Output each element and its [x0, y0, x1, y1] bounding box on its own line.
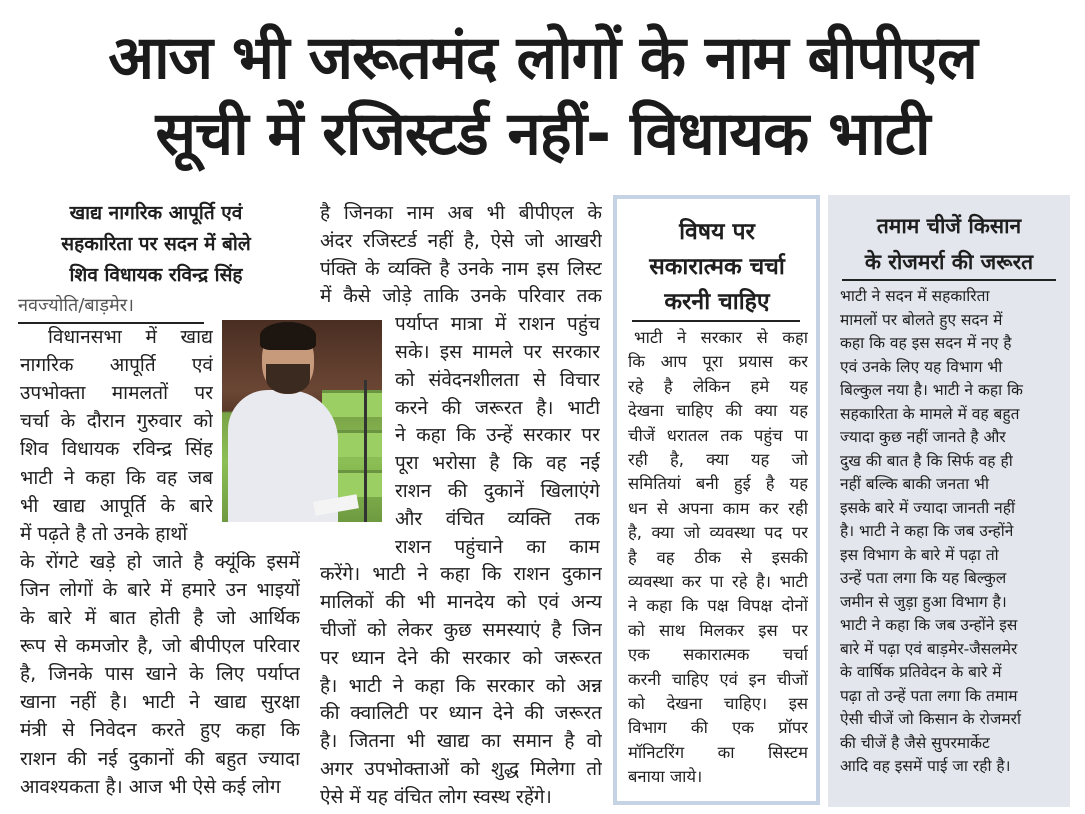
body-text-line: आवश्यकता है। आज भी ऐसे कई लोग [20, 775, 281, 798]
body-text-line: एवं उनके लिए यह विभाग भी [840, 357, 1003, 376]
body-text-line: उपभोक्ता मामलतों पर [20, 382, 213, 405]
body-text-line: विधानसभा में खाद्य [48, 326, 213, 348]
body-text-line: है, क्या जो व्यवस्था पद पर [628, 523, 808, 543]
body-text-line: है, जिनके पास खाने के लिए पर्याप्त [20, 663, 300, 686]
body-text-line: मामलों पर बोलते हुए सदन में [840, 310, 1003, 329]
body-text-line: पर्याप्त मात्रा में राशन पहुंच [395, 313, 600, 336]
body-text-line: पर ध्यान देने की सरकार को जरूरत [320, 646, 602, 669]
body-text-line: राशन की दुकानें खिलाएंगे [395, 480, 600, 502]
body-text-line: भी खाद्य आपूर्ति के बारे [20, 494, 213, 517]
body-text-line: व्यवस्था कर पा रहे है। भाटी [628, 572, 808, 591]
body-text-line: और वंचित व्यक्ति तक [395, 507, 600, 530]
body-text-line: ने कहा कि पक्ष विपक्ष दोनों [628, 596, 808, 616]
legislator-photo [222, 320, 382, 522]
box-heading [828, 208, 1070, 280]
body-text-line: की क्वालिटी पर ध्यान देने की जरूरत [320, 702, 602, 725]
body-text-line: भाटी ने सरकार से कहा [634, 328, 808, 347]
body-text-line: ज्यादा कुछ नहीं जानते है और [840, 428, 1006, 446]
body-text-line: मॉनिटरिंग का सिस्टम [628, 742, 808, 762]
box-heading-line: सकारात्मक चर्चा [649, 254, 785, 280]
body-text-line: भाटी ने कहा कि वह जब [20, 466, 213, 489]
body-text-line: जिन लोगों के बारे में हमारे उन भाइयों [20, 578, 300, 601]
body-text-line: शिव विधायक रविन्द्र सिंह [20, 438, 213, 461]
body-text-line: है वह ठीक से इसकी [628, 547, 808, 567]
body-text-line: ने कहा कि उन्हें सरकार पर [395, 424, 600, 447]
body-text-line: करने की जरूरत है। भाटी [395, 396, 600, 419]
body-text-line: नागरिक आपूर्ति एवं [20, 354, 213, 377]
body-text-line: उन्हें पता लगा कि यह बिल्कुल [840, 569, 1007, 587]
box-heading-line: करनी चाहिए [664, 289, 770, 315]
body-text-line: दुख की बात है कि सिर्फ वह ही [840, 451, 1013, 470]
body-text-line: विभाग की एक प्रॉपर [628, 718, 808, 738]
body-text-line: करेंगे। भाटी ने कहा कि राशन दुकान [320, 563, 602, 586]
body-text-line: रहे है लेकिन हमे यह [628, 376, 808, 396]
body-text-line: को संवेदनशीलता से विचार [395, 368, 600, 391]
headline-line-2: सूची में रजिस्टर्ड नहीं- विधायक भाटी [155, 99, 930, 169]
body-text-line: अगर उपभोक्ताओं को शुद्ध मिलेगा तो [320, 758, 602, 780]
body-text-line: देखना चाहिए की क्या यह [628, 401, 808, 421]
box-heading-rule [632, 320, 800, 322]
body-text-line: राशन की नई दुकानों की बहुत ज्यादा [20, 747, 300, 770]
body-text-line: चर्चा के दौरान गुरुवार को [20, 410, 213, 433]
body-text-line: है। जितना भी खाद्य का समान है वो [320, 730, 602, 753]
body-text-line: के रोंगटे खड़े हो जाते है क्यूंकि इसमें [20, 550, 300, 573]
body-text-line: है। भाटी ने कहा कि जब उन्होंने [840, 522, 1014, 540]
body-text-line: राशन पहुंचाने का काम [395, 535, 600, 558]
body-text-line: की चीजें है जैसे सुपरमार्केट [840, 733, 990, 752]
body-text-line: कहा कि वह इस सदन में नए है [840, 334, 1012, 352]
byline: नवज्योति/बाड़मेर। [18, 295, 134, 316]
body-text-line: इस विभाग के बारे में पढ़ा तो [840, 545, 999, 564]
body-text-line: ऐसे में यह वंचित लोग स्वस्थ रहेंगे। [320, 785, 552, 808]
body-text-line: मंत्री से निवेदन करते हुए कहा कि [20, 719, 300, 742]
body-text-line: चीजें धरातल तक पहुंच पा [628, 425, 808, 445]
body-text-line: को साथ मिलकर इस पर [628, 620, 808, 640]
body-text-line: को देखना चाहिए। इस [628, 694, 808, 713]
body-text-line: पंक्ति के व्यक्ति है उनके नाम इस लिस्ट [320, 257, 602, 280]
body-text-line: इसके बारे में ज्यादा जानती नहीं [840, 498, 1016, 517]
box-heading-rule [842, 279, 1056, 281]
body-text-line: खाना नहीं है। भाटी ने खाद्य सुरक्षा [20, 691, 300, 714]
body-text-line: रही है, क्या यह जो [628, 450, 808, 469]
body-text-line: करनी चाहिए एवं इन चीजों [628, 669, 808, 689]
body-text-line: अंदर रजिस्टर्ड नहीं है, ऐसे जो आखरी [320, 229, 602, 252]
body-text-line: चीजों को लेकर कुछ समस्याएं है जिन [320, 619, 602, 641]
body-text-line: है जिनका नाम अब भी बीपीएल के [320, 202, 602, 224]
body-text-line: में पढ़ते है तो उनके हाथों [20, 522, 188, 545]
body-text-line: एक सकारात्मक चर्चा [628, 645, 808, 665]
body-text-line: है। भाटी ने कहा कि सरकार को अन्न [320, 674, 602, 697]
body-text-line: भाटी ने सदन में सहकारिता [840, 287, 990, 305]
body-text-line: जमीन से जुड़ा हुआ विभाग है। [840, 592, 1007, 611]
body-text-line: मालिकों की भी मानदेय को एवं अन्य [320, 591, 602, 614]
body-text-line: के बारे में बात होती है जो आर्थिक [20, 607, 300, 629]
body-text-line: के वार्षिक प्रतिवेदन के बारे में [840, 663, 1002, 681]
body-text-line: बिल्कुल नया है। भाटी ने कहा कि [840, 381, 1023, 399]
subheadline-line: शिव विधायक रविन्द्र सिंह [69, 264, 243, 286]
box-heading-line: तमाम चीजें किसान [876, 214, 1022, 238]
body-text-line: कि आप पूरा प्रयास कर [628, 352, 808, 372]
body-text-line: पूरा भरोसा है कि वह नई [395, 452, 600, 475]
box-heading [617, 215, 817, 320]
subheadline-line: सहकारिता पर सदन में बोले [61, 233, 251, 255]
body-text-line: पढ़ा तो उन्हें पता लगा कि तमाम [840, 686, 1018, 705]
box-heading-line: के रोजमर्रा की जरूरत [864, 250, 1034, 274]
body-text-line: सके। इस मामले पर सरकार [395, 341, 600, 363]
body-text-line: में कैसे जोड़े ताकि उनके परिवार तक [320, 285, 602, 308]
body-text-line: धन से अपना काम कर रही [628, 498, 808, 518]
body-text-line: आदि वह इसमें पाई जा रही है। [840, 757, 1011, 775]
subheadline [10, 198, 302, 291]
box-heading-line: विषय पर [679, 219, 755, 245]
body-text-line: बनाया जाये। [628, 767, 703, 787]
subheadline-line: खाद्य नागरिक आपूर्ति एवं [69, 202, 243, 224]
body-text-line: समितियां बनी हुई है यह [628, 474, 808, 494]
headline-line-1: आज भी जरूतमंद लोगों के नाम बीपीएल [108, 23, 977, 93]
body-text-line: सहकारिता के मामले में वह बहुत [840, 404, 1020, 423]
body-text-line: रूप से कमजोर है, जो बीपीएल परिवार [20, 635, 300, 658]
body-text-line: बारे में पढ़ा एवं बाड़मेर-जैसलमेर [840, 639, 1018, 658]
body-text-line: ऐसी चीजें जो किसान के रोजमर्रा [840, 710, 1021, 728]
body-text-line: नहीं बल्कि बाकी जनता भी [840, 475, 989, 493]
body-text-line: भाटी ने कहा कि जब उन्होंने इस [840, 616, 1018, 634]
